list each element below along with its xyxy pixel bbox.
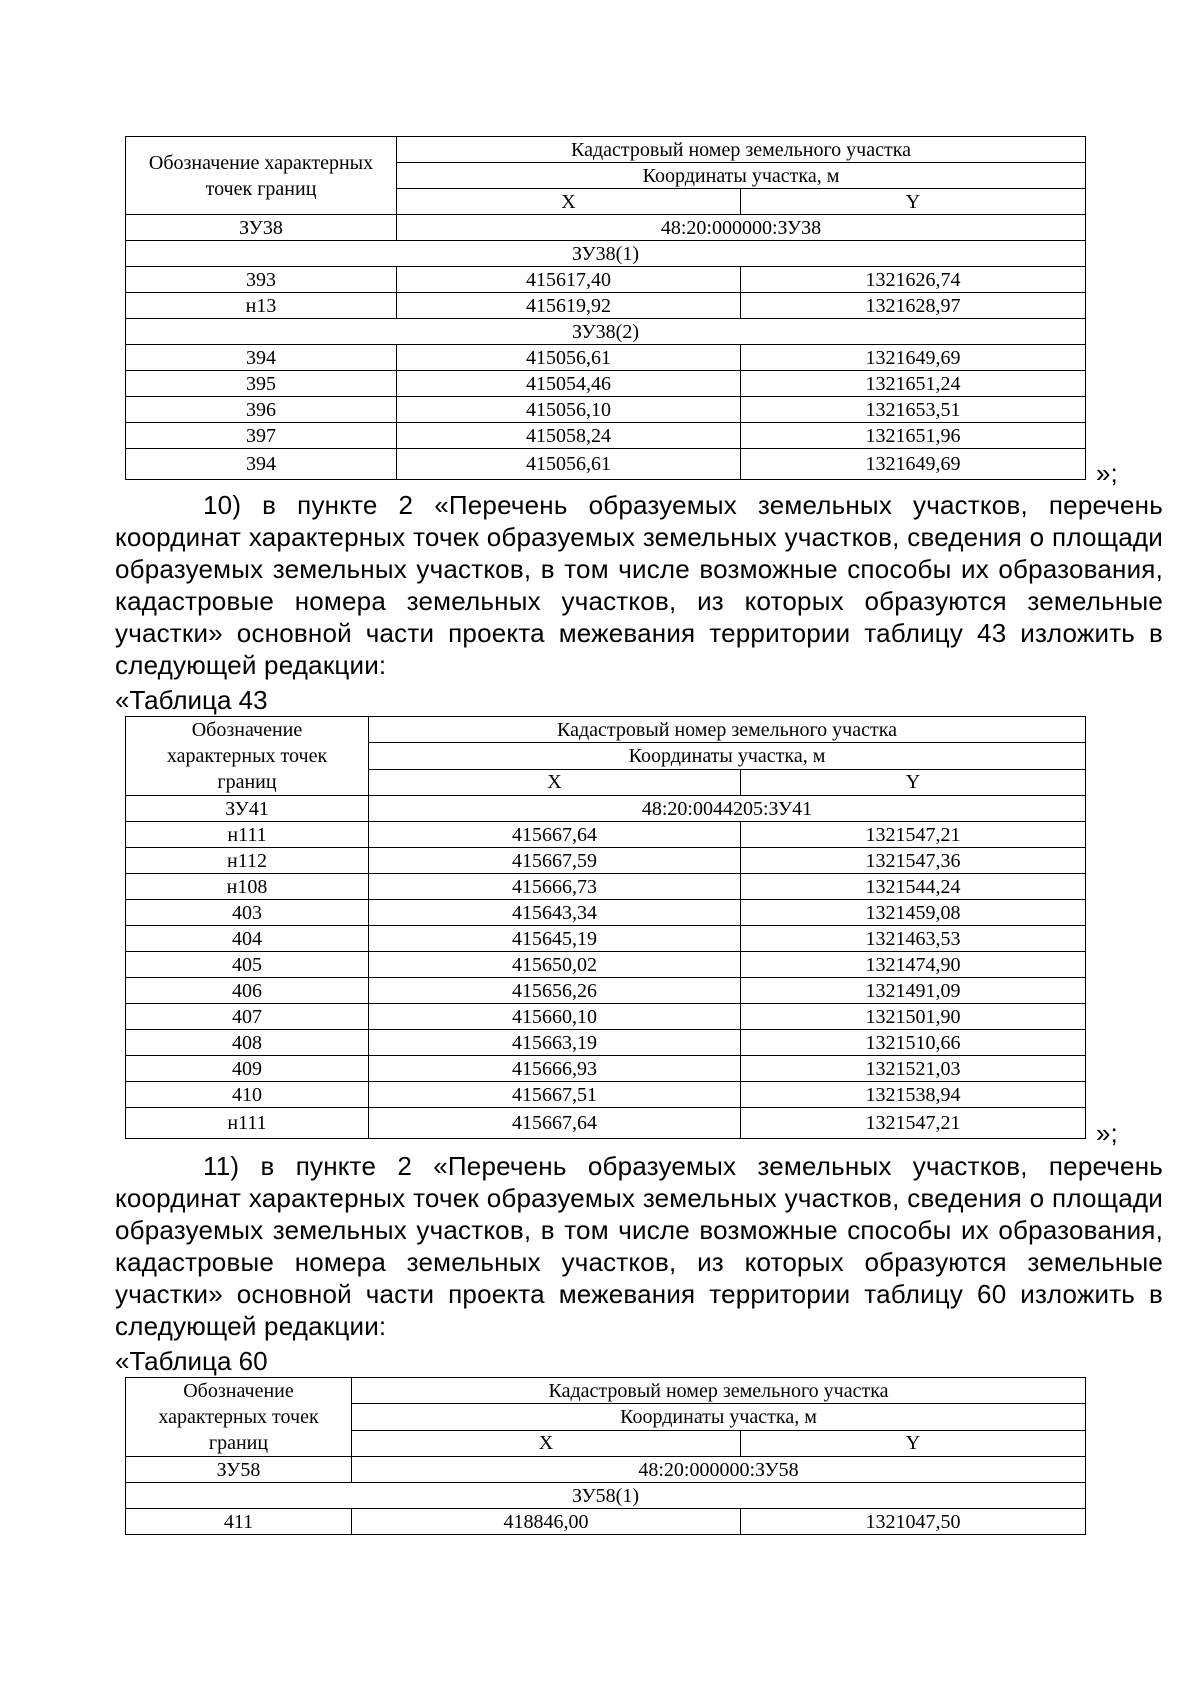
y-cell: 1321649,69 — [741, 345, 1086, 371]
table-60-caption: «Таблица 60 — [115, 1346, 268, 1376]
table-row — [126, 423, 1086, 449]
y-cell: 1321521,03 — [741, 1056, 1086, 1082]
point-cell: 409 — [126, 1056, 369, 1082]
subparcel-label: ЗУ38(1) — [126, 241, 1086, 267]
coordinates-table — [125, 716, 1086, 1139]
table-row — [126, 822, 1086, 848]
parcel-label: ЗУ58 — [126, 1457, 352, 1483]
y-cell: 1321653,51 — [741, 397, 1086, 423]
table-row — [126, 1030, 1086, 1056]
y-cell: 1321649,69 — [741, 449, 1086, 480]
y-cell: 1321047,50 — [741, 1509, 1086, 1535]
table-row — [126, 449, 1086, 480]
header-y: Y — [741, 189, 1086, 215]
x-cell: 415645,19 — [369, 926, 741, 952]
coordinates-table — [125, 136, 1086, 480]
x-cell: 415058,24 — [397, 423, 741, 449]
table-row — [126, 293, 1086, 319]
coordinates-table — [125, 1377, 1086, 1535]
subparcel-label: ЗУ38(2) — [126, 319, 1086, 345]
x-cell: 415660,10 — [369, 1004, 741, 1030]
point-cell: н13 — [126, 293, 397, 319]
point-cell: н111 — [126, 822, 369, 848]
point-cell: 411 — [126, 1509, 352, 1535]
y-cell: 1321538,94 — [741, 1082, 1086, 1108]
table-60 — [125, 1377, 1086, 1535]
header-cadastral: Кадастровый номер земельного участка — [369, 717, 1086, 743]
x-cell: 415656,26 — [369, 978, 741, 1004]
table-row — [126, 1004, 1086, 1030]
table-row — [126, 267, 1086, 293]
table-row — [126, 371, 1086, 397]
point-cell: 403 — [126, 900, 369, 926]
x-cell: 415054,46 — [397, 371, 741, 397]
table-row — [126, 874, 1086, 900]
header-points: Обозначение характерных точек границ — [126, 1378, 352, 1457]
point-cell: 393 — [126, 267, 397, 293]
x-cell: 415666,73 — [369, 874, 741, 900]
y-cell: 1321463,53 — [741, 926, 1086, 952]
y-cell: 1321510,66 — [741, 1030, 1086, 1056]
x-cell: 415667,64 — [369, 822, 741, 848]
x-cell: 415667,51 — [369, 1082, 741, 1108]
x-cell: 415650,02 — [369, 952, 741, 978]
x-cell: 418846,00 — [352, 1509, 741, 1535]
point-cell: 394 — [126, 449, 397, 480]
header-x: X — [397, 189, 741, 215]
table-row — [126, 397, 1086, 423]
subparcel-label: ЗУ58(1) — [126, 1483, 1086, 1509]
point-cell: н111 — [126, 1108, 369, 1139]
paragraph-10: 10) в пункте 2 «Перечень образуемых земельных участков, перечень координат характерных точек образуемых земельных участков, сведения о площади образуемых земельных участков, в том числе возможные способы их образования, кадастровые номера земельных участков, из которых образуются земельные участки» основной части проекта межевания территории таблицу 43 изложить в следующей редакции: — [115, 490, 1163, 680]
x-cell: 415056,10 — [397, 397, 741, 423]
point-cell: 404 — [126, 926, 369, 952]
y-cell: 1321547,21 — [741, 822, 1086, 848]
point-cell: 407 — [126, 1004, 369, 1030]
parcel-number: 48:20:0044205:ЗУ41 — [369, 796, 1086, 822]
table-row — [126, 952, 1086, 978]
y-cell: 1321626,74 — [741, 267, 1086, 293]
parcel-label: ЗУ41 — [126, 796, 369, 822]
header-coords: Координаты участка, м — [352, 1404, 1086, 1430]
x-cell: 415667,59 — [369, 848, 741, 874]
table-zu38 — [125, 136, 1086, 480]
point-cell: 394 — [126, 345, 397, 371]
point-cell: 405 — [126, 952, 369, 978]
y-cell: 1321501,90 — [741, 1004, 1086, 1030]
y-cell: 1321547,36 — [741, 848, 1086, 874]
y-cell: 1321474,90 — [741, 952, 1086, 978]
header-x: X — [352, 1430, 741, 1456]
table-row — [126, 848, 1086, 874]
table-row — [126, 900, 1086, 926]
table-row — [126, 978, 1086, 1004]
point-cell: 408 — [126, 1030, 369, 1056]
header-x: X — [369, 769, 741, 795]
header-points: Обозначение характерных точек границ — [126, 717, 369, 796]
point-cell: н112 — [126, 848, 369, 874]
y-cell: 1321547,21 — [741, 1108, 1086, 1139]
point-cell: 410 — [126, 1082, 369, 1108]
table-row — [126, 1082, 1086, 1108]
point-cell: н108 — [126, 874, 369, 900]
header-y: Y — [741, 1430, 1086, 1456]
header-coords: Координаты участка, м — [369, 743, 1086, 769]
y-cell: 1321491,09 — [741, 978, 1086, 1004]
x-cell: 415666,93 — [369, 1056, 741, 1082]
table-row — [126, 1509, 1086, 1535]
header-cadastral: Кадастровый номер земельного участка — [397, 137, 1086, 163]
table-43 — [125, 716, 1086, 1139]
point-cell: 397 — [126, 423, 397, 449]
paragraph-11: 11) в пункте 2 «Перечень образуемых земельных участков, перечень координат характерных точек образуемых земельных участков, сведения о площади образуемых земельных участков, в том числе возможные способы их образования, кадастровые номера земельных участков, из которых образуются земельные участки» основной части проекта межевания территории таблицу 60 изложить в следующей редакции: — [115, 1151, 1163, 1341]
header-y: Y — [741, 769, 1086, 795]
x-cell: 415056,61 — [397, 345, 741, 371]
y-cell: 1321459,08 — [741, 900, 1086, 926]
closing-quote: »; — [1096, 1118, 1118, 1148]
x-cell: 415619,92 — [397, 293, 741, 319]
table-43-caption: «Таблица 43 — [115, 685, 268, 715]
x-cell: 415617,40 — [397, 267, 741, 293]
table-row — [126, 345, 1086, 371]
table-row — [126, 1108, 1086, 1139]
x-cell: 415663,19 — [369, 1030, 741, 1056]
parcel-number: 48:20:000000:ЗУ38 — [397, 215, 1086, 241]
header-coords: Координаты участка, м — [397, 163, 1086, 189]
parcel-number: 48:20:000000:ЗУ58 — [352, 1457, 1086, 1483]
y-cell: 1321651,24 — [741, 371, 1086, 397]
y-cell: 1321544,24 — [741, 874, 1086, 900]
table-row — [126, 926, 1086, 952]
y-cell: 1321651,96 — [741, 423, 1086, 449]
header-points: Обозначение характерных точек границ — [126, 137, 397, 215]
header-cadastral: Кадастровый номер земельного участка — [352, 1378, 1086, 1404]
point-cell: 406 — [126, 978, 369, 1004]
x-cell: 415643,34 — [369, 900, 741, 926]
point-cell: 396 — [126, 397, 397, 423]
point-cell: 395 — [126, 371, 397, 397]
parcel-label: ЗУ38 — [126, 215, 397, 241]
table-row — [126, 1056, 1086, 1082]
y-cell: 1321628,97 — [741, 293, 1086, 319]
x-cell: 415667,64 — [369, 1108, 741, 1139]
closing-quote: »; — [1096, 458, 1118, 488]
x-cell: 415056,61 — [397, 449, 741, 480]
